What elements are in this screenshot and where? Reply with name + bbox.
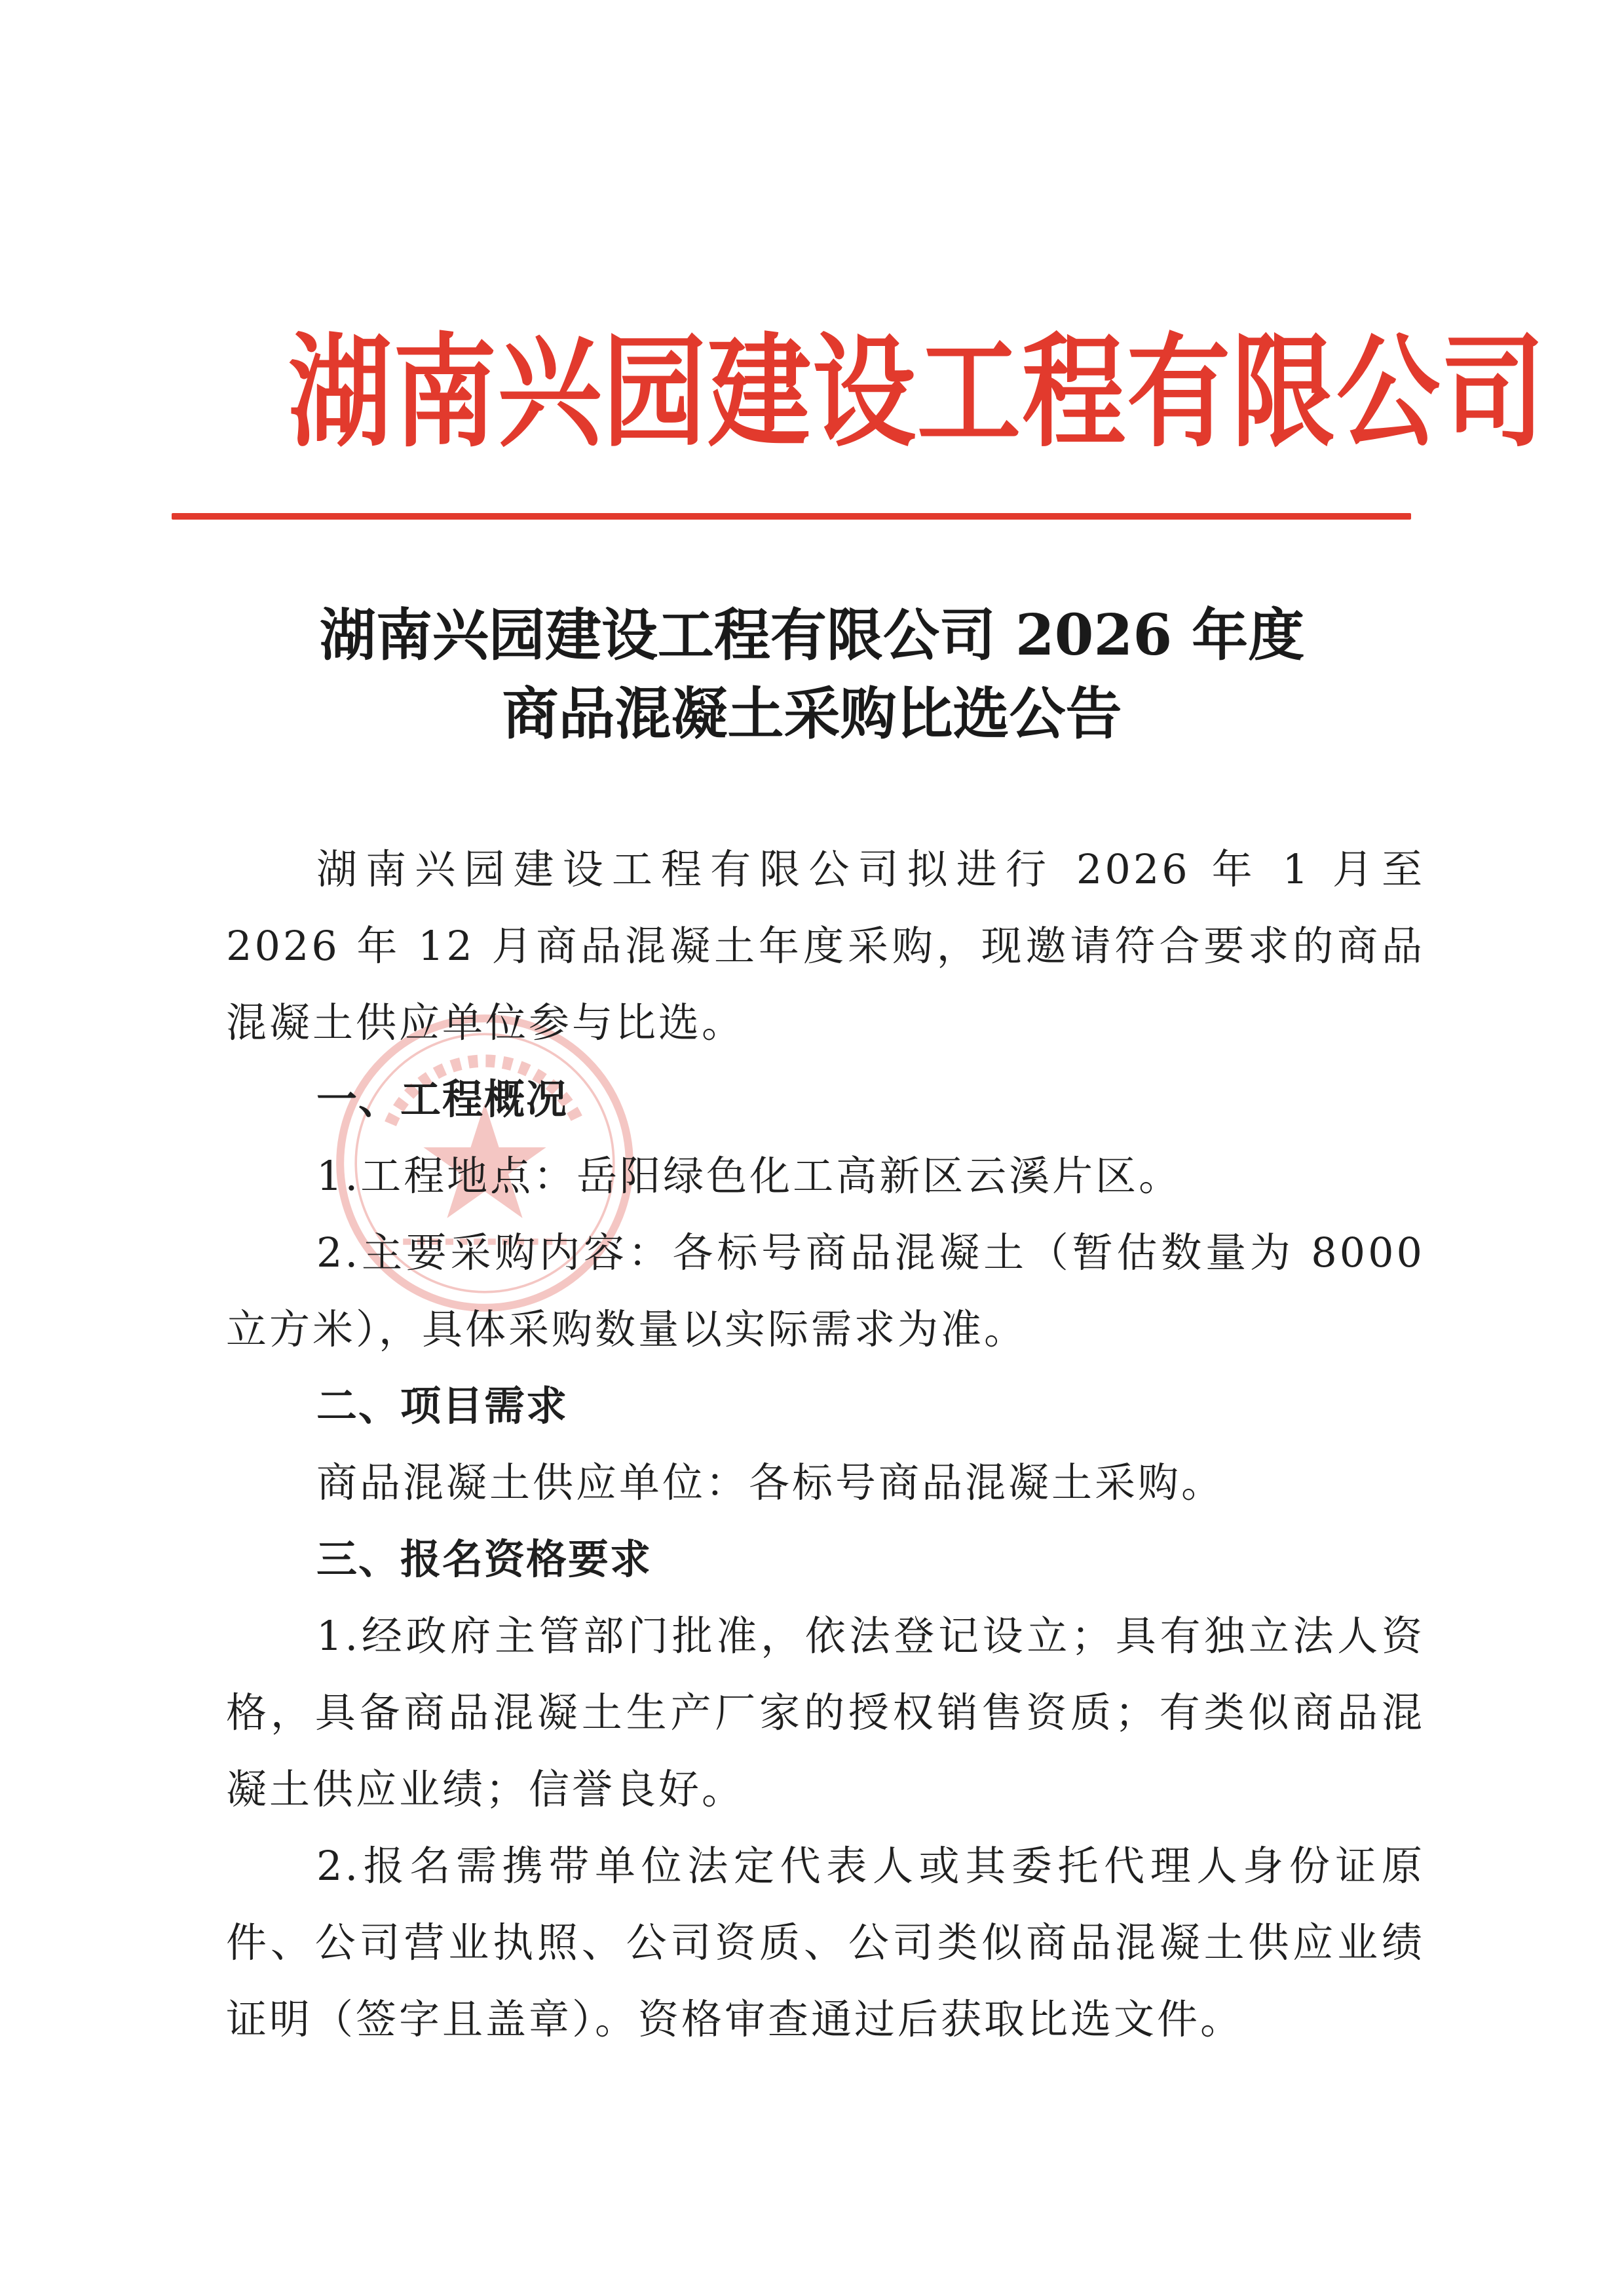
section2-heading: 二、项目需求 [316,1382,569,1430]
section3-item-documents: 2.报名需携带单位法定代表人或其委托代理人身份证原件、公司营业执照、公司资质、公司类似商品混凝土供应业绩证明（签字且盖章）。资格审查通过后获取比选文件。 [226,1842,1425,2043]
section3-heading: 三、报名资格要求 [316,1535,652,1583]
section2-text: 商品混凝土供应单位：各标号商品混凝土采购。 [316,1459,1225,1506]
section1-heading: 一、工程概况 [316,1075,569,1123]
masthead-red-rule [172,513,1411,520]
section3-item-qualification: 1.经政府主管部门批准，依法登记设立；具有独立法人资格，具备商品混凝土生产厂家的授权销售资质；有类似商品混凝土供应业绩；信誉良好。 [226,1612,1425,1813]
section1-item-location: 1.工程地点：岳阳绿色化工高新区云溪片区。 [316,1152,1182,1200]
document-title-line1: 湖南兴园建设工程有限公司 2026 年度 [319,602,1305,668]
company-masthead: 湖南兴园建设工程有限公司 [288,322,1546,465]
section1-item-content: 2.主要采购内容：各标号商品混凝土（暂估数量为 8000 立方米），具体采购数量以实际需求为准。 [226,1229,1425,1353]
document-title-line2: 商品混凝土采购比选公告 [502,681,1122,747]
document-body [226,831,1425,2057]
intro-paragraph: 湖南兴园建设工程有限公司拟进行 2026 年 1 月至 2026 年 12 月商品混凝土年度采购，现邀请符合要求的商品混凝土供应单位参与比选。 [226,845,1425,1046]
